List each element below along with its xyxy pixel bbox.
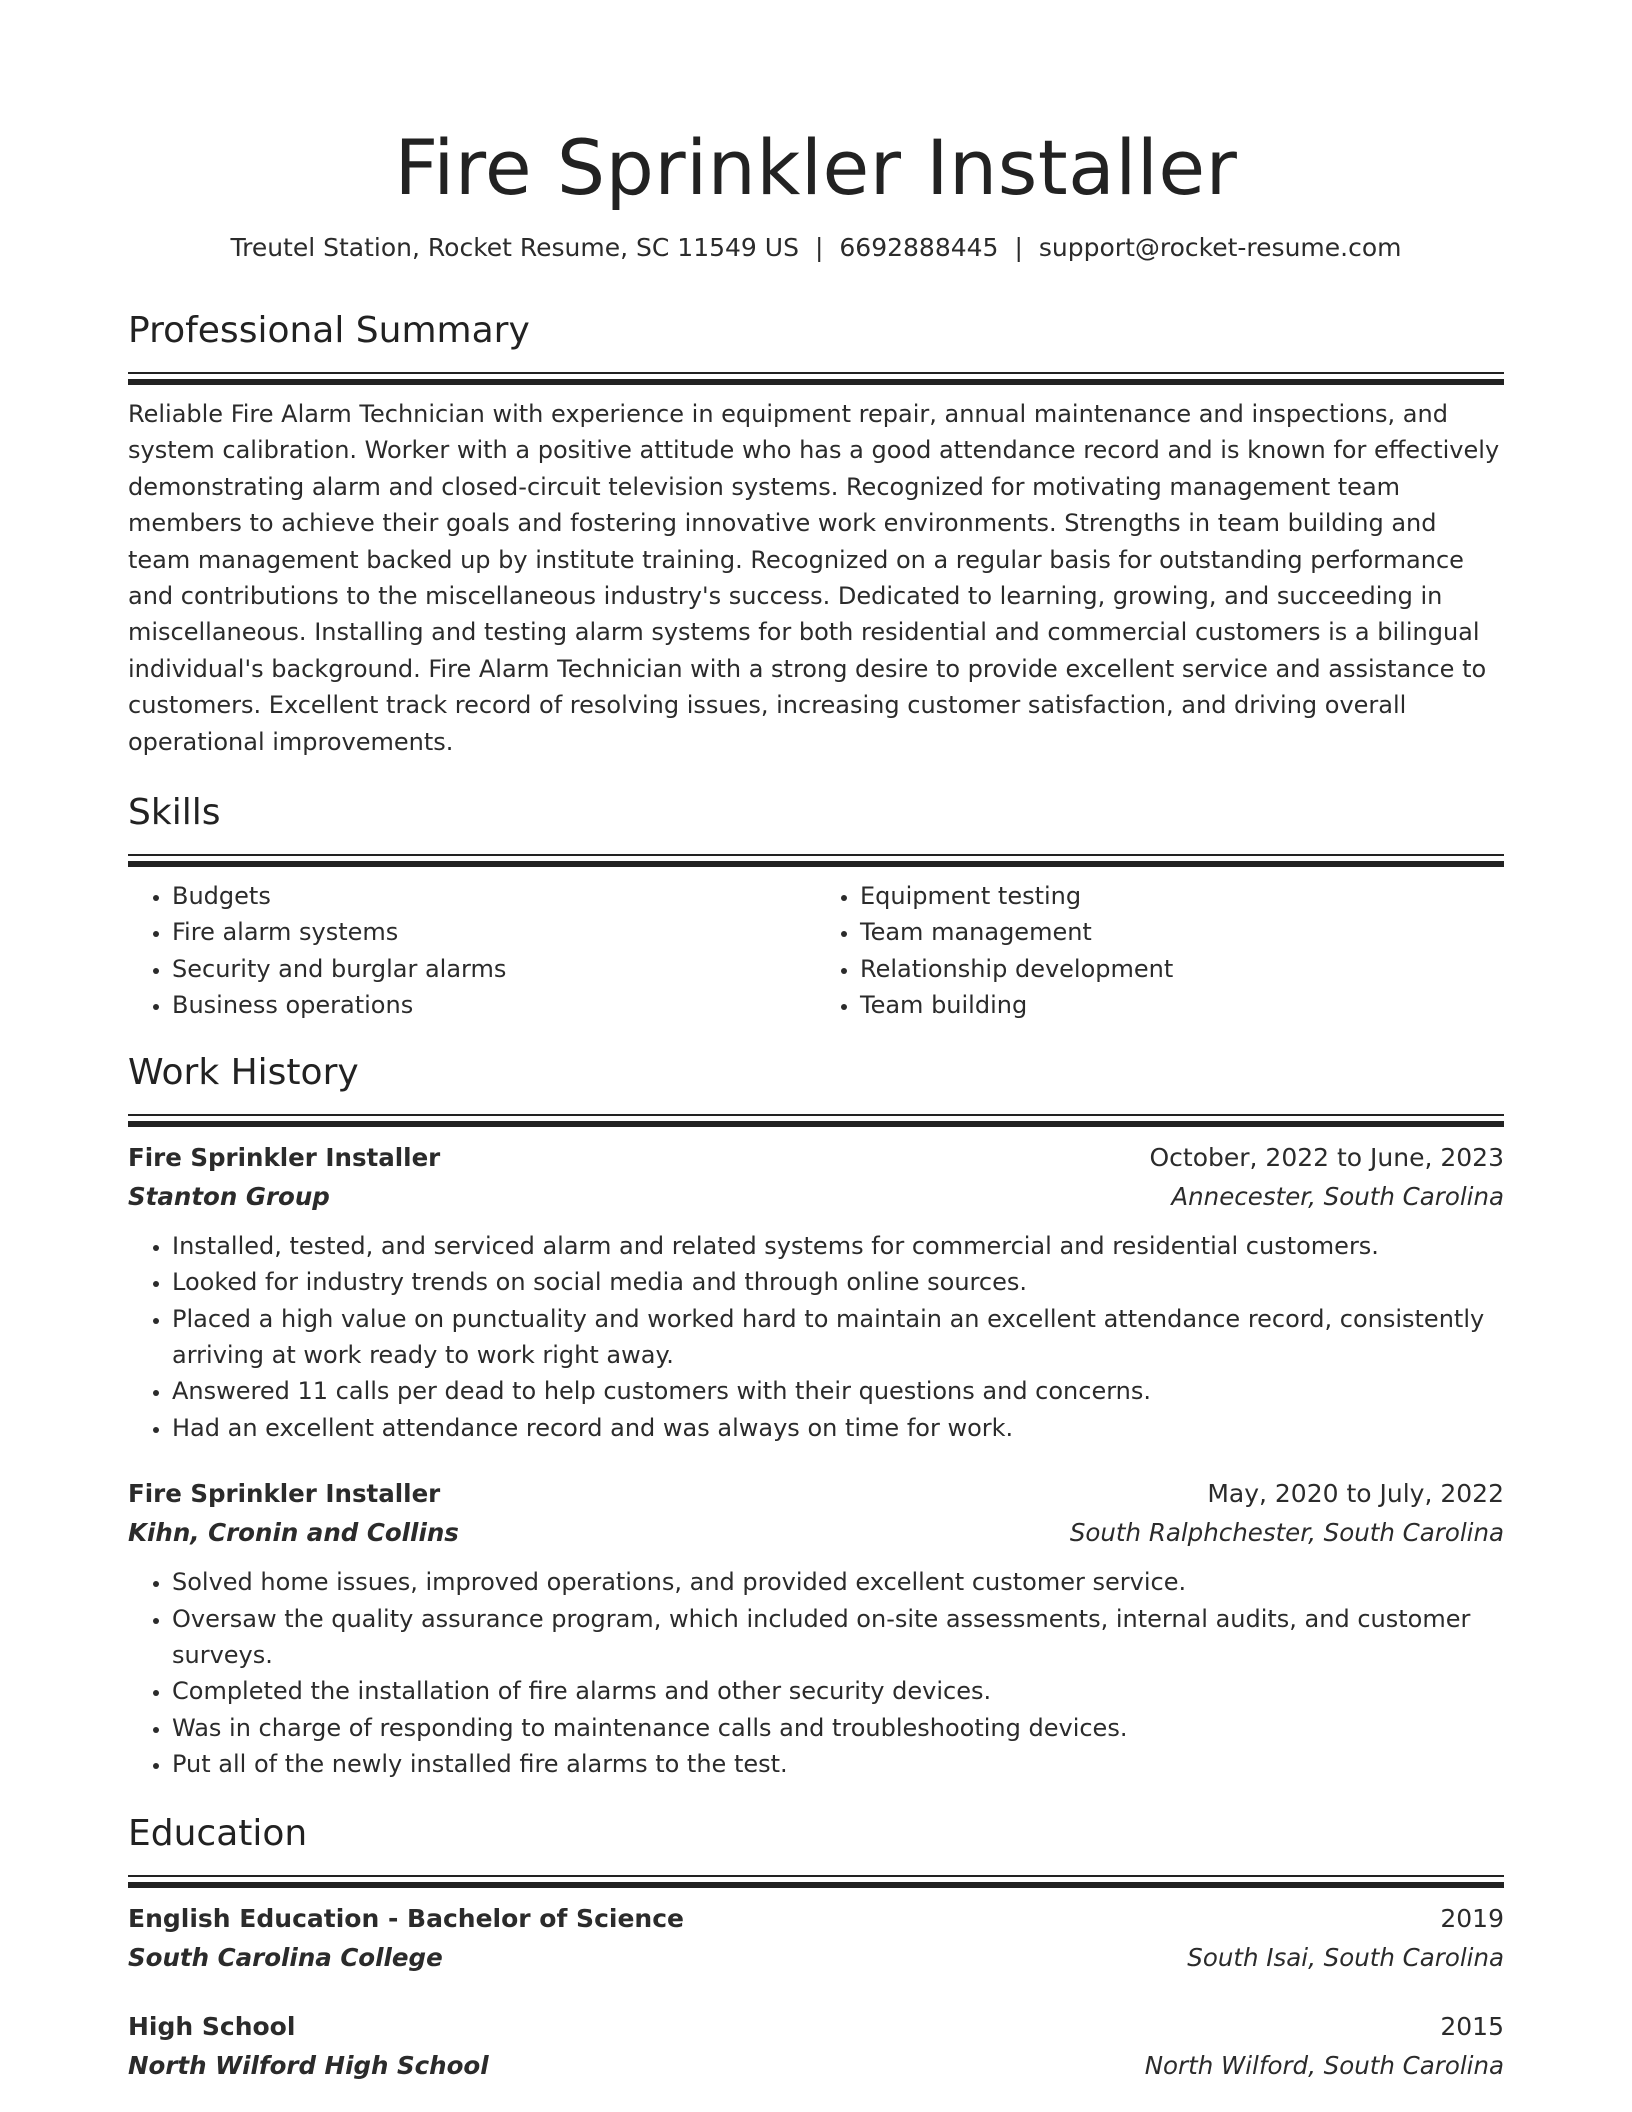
education-year: 2015 (1440, 2011, 1504, 2041)
education-subheader (128, 2047, 1504, 2085)
skill-item: • Fire alarm systems (172, 914, 816, 950)
skill-item: • Relationship development (860, 951, 1504, 987)
summary-section (128, 308, 1504, 760)
section-title-summary: Professional Summary (128, 310, 530, 351)
education-degree: English Education - Bachelor of Science (128, 1903, 684, 1933)
education-location: South Isai, South Carolina (1187, 1942, 1504, 1972)
job-location: Annecester, South Carolina (1171, 1181, 1504, 1211)
education-school: North Wilford High School (128, 2050, 489, 2080)
job-company: Kihn, Cronin and Collins (128, 1518, 459, 1548)
education-entry (128, 1899, 1504, 1977)
skill-item: • Budgets (172, 878, 816, 914)
job-bullet: • Put all of the newly installed fire alarms to the test. (172, 1746, 1504, 1782)
section-divider (128, 854, 1504, 868)
skills-columns (128, 878, 1504, 1024)
job-subheader (128, 1514, 1504, 1552)
job-bullet: • Placed a high value on punctuality and worked hard to maintain an excellent attendance record, consistently arriving at work ready to work right away. (172, 1301, 1504, 1374)
summary-text: Reliable Fire Alarm Technician with experience in equipment repair, annual maintenance and inspections, and system calibration. Worker with a positive attitude who has a good attendance record and is known for effectively demonstrating alarm and closed-circuit television systems. Recognized for motivating management team members to achieve their goals and fostering innovative work environments. Strengths in team building and team management backed up by institute training. Recognized on a regular basis for outstanding performance and contributions to the miscellaneous industry's success. Dedicated to learning, growing, and succeeding in miscellaneous. Installing and testing alarm systems for both residential and commercial customers is a bilingual individual's background. Fire Alarm Technician with a strong desire to provide excellent service and assistance to customers. Excellent track record of resolving issues, increasing customer satisfaction, and driving overall operational improvements. (128, 400, 1500, 756)
education-school: South Carolina College (128, 1942, 443, 1972)
job-bullet: • Was in charge of responding to maintenance calls and troubleshooting devices. (172, 1710, 1504, 1746)
job-bullets (128, 1228, 1504, 1446)
education-entry (128, 2007, 1504, 2085)
job-bullet: • Looked for industry trends on social media and through online sources. (172, 1264, 1504, 1300)
contact-separator: | (1014, 233, 1023, 262)
job-header (128, 1138, 1504, 1178)
section-title-education: Education (128, 1812, 308, 1854)
job-dates: May, 2020 to July, 2022 (1207, 1479, 1504, 1509)
skill-item: • Team management (860, 914, 1504, 950)
contact-phone: 6692888445 (839, 233, 999, 262)
skill-item: • Team building (860, 987, 1504, 1023)
job-bullet: • Oversaw the quality assurance program, which included on-site assessments, internal audits, and customer surveys. (172, 1601, 1504, 1674)
skill-item: • Business operations (172, 987, 816, 1023)
skills-column-left (128, 878, 816, 1024)
contact-email[interactable]: support@rocket-resume.com (1038, 233, 1402, 262)
job-title: Fire Sprinkler Installer (128, 1479, 441, 1509)
job-title: Fire Sprinkler Installer (128, 1142, 441, 1172)
job-bullet: • Completed the installation of fire alarms and other security devices. (172, 1673, 1504, 1709)
work-history-section (128, 1050, 1504, 1783)
job-bullet: • Solved home issues, improved operations, and provided excellent customer service. (172, 1564, 1504, 1600)
job-company: Stanton Group (128, 1181, 330, 1211)
education-year: 2019 (1440, 1903, 1504, 1933)
contact-address: Treutel Station, Rocket Resume, SC 11549 US (230, 233, 799, 262)
job-bullet: • Had an excellent attendance record and was always on time for work. (172, 1410, 1504, 1446)
job-location: South Ralphchester, South Carolina (1069, 1518, 1504, 1548)
contact-separator: | (814, 233, 824, 262)
job-header (128, 1474, 1504, 1514)
section-title-work: Work History (128, 1051, 359, 1093)
job-subheader (128, 1178, 1504, 1216)
job-entry (128, 1474, 1504, 1782)
education-degree: High School (128, 2011, 296, 2041)
job-entry (128, 1138, 1504, 1446)
section-divider (128, 1875, 1504, 1889)
job-dates: October, 2022 to June, 2023 (1149, 1142, 1504, 1172)
resume-name: Fire Sprinkler Installer (394, 123, 1238, 212)
skills-section (128, 790, 1504, 1024)
education-header (128, 1899, 1504, 1939)
education-location: North Wilford, South Carolina (1144, 2050, 1504, 2080)
job-bullets (128, 1564, 1504, 1782)
contact-line (128, 230, 1504, 266)
education-section (128, 1811, 1504, 2085)
skill-item: • Equipment testing (860, 878, 1504, 914)
job-bullet: • Answered 11 calls per dead to help customers with their questions and concerns. (172, 1373, 1504, 1409)
section-divider (128, 1114, 1504, 1128)
section-title-skills: Skills (128, 792, 221, 834)
job-bullet: • Installed, tested, and serviced alarm and related systems for commercial and residential customers. (172, 1228, 1504, 1264)
education-subheader (128, 1939, 1504, 1977)
section-divider (128, 372, 1504, 386)
resume-content (128, 0, 1504, 2085)
skill-item: • Security and burglar alarms (172, 951, 816, 987)
education-header (128, 2007, 1504, 2047)
skills-column-right (816, 878, 1504, 1024)
